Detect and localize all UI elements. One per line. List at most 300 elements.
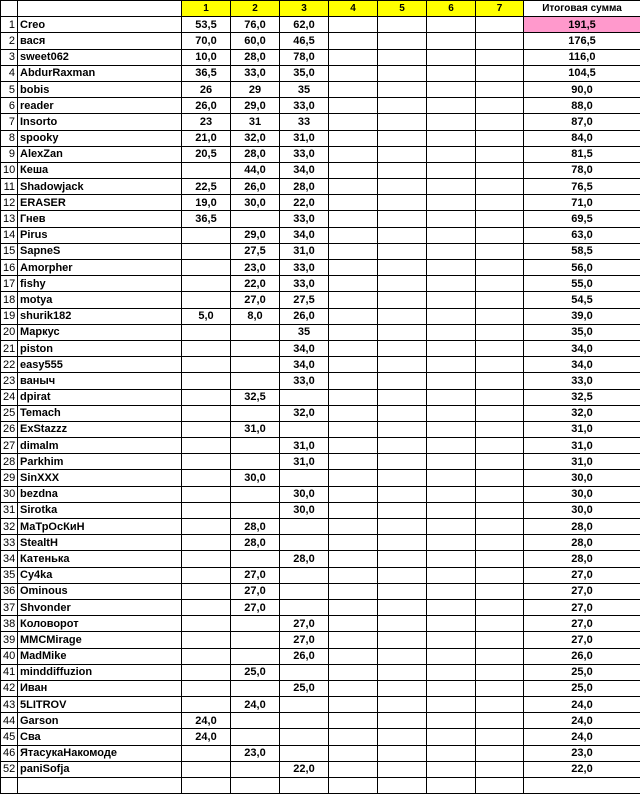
row-index[interactable]: 22 [1,357,18,373]
score-round-1[interactable] [182,697,231,713]
player-name[interactable]: dpirat [18,389,182,405]
score-round-5[interactable] [378,179,427,195]
score-round-6[interactable] [427,519,476,535]
score-round-1[interactable] [182,470,231,486]
score-round-4[interactable] [329,405,378,421]
score-round-7[interactable] [476,486,524,502]
header-col-4[interactable]: 4 [329,1,378,17]
score-round-4[interactable] [329,648,378,664]
score-round-7[interactable] [476,146,524,162]
score-round-6[interactable] [427,276,476,292]
score-round-2[interactable]: 28,0 [231,146,280,162]
score-round-5[interactable] [378,17,427,33]
total-cell[interactable]: 23,0 [524,745,640,761]
score-round-5[interactable] [378,454,427,470]
score-round-5[interactable] [378,276,427,292]
score-round-7[interactable] [476,130,524,146]
score-round-7[interactable] [476,761,524,777]
row-index[interactable]: 1 [1,17,18,33]
score-round-2[interactable]: 27,0 [231,583,280,599]
score-round-1[interactable] [182,162,231,178]
score-round-3[interactable]: 22,0 [280,761,329,777]
total-cell[interactable]: 116,0 [524,49,640,65]
total-cell[interactable]: 39,0 [524,308,640,324]
row-index[interactable]: 17 [1,276,18,292]
player-name[interactable]: sweet062 [18,49,182,65]
score-round-4[interactable] [329,243,378,259]
row-index[interactable]: 6 [1,98,18,114]
score-round-3[interactable]: 34,0 [280,357,329,373]
score-round-6[interactable] [427,745,476,761]
score-round-7[interactable] [476,729,524,745]
score-round-4[interactable] [329,761,378,777]
total-cell[interactable]: 28,0 [524,535,640,551]
score-round-3[interactable] [280,421,329,437]
score-round-7[interactable] [476,648,524,664]
player-name[interactable]: Cy4ka [18,567,182,583]
score-round-7[interactable] [476,292,524,308]
score-round-3[interactable]: 30,0 [280,486,329,502]
score-round-6[interactable] [427,324,476,340]
score-round-2[interactable] [231,648,280,664]
score-round-6[interactable] [427,632,476,648]
score-round-5[interactable] [378,49,427,65]
row-index[interactable]: 30 [1,486,18,502]
score-round-6[interactable] [427,130,476,146]
score-round-1[interactable] [182,519,231,535]
score-round-4[interactable] [329,114,378,130]
total-cell[interactable]: 88,0 [524,98,640,114]
score-round-7[interactable] [476,616,524,632]
score-round-6[interactable] [427,81,476,97]
score-round-1[interactable]: 36,5 [182,211,231,227]
score-round-2[interactable]: 29,0 [231,98,280,114]
score-round-2[interactable] [231,324,280,340]
row-index[interactable]: 4 [1,65,18,81]
player-name[interactable]: МаТрОсКиН [18,519,182,535]
score-round-7[interactable] [476,551,524,567]
score-round-7[interactable] [476,243,524,259]
score-round-4[interactable] [329,680,378,696]
score-round-5[interactable] [378,486,427,502]
score-round-1[interactable] [182,535,231,551]
header-col-6[interactable]: 6 [427,1,476,17]
score-round-3[interactable]: 28,0 [280,551,329,567]
player-name[interactable]: ваныч [18,373,182,389]
score-round-7[interactable] [476,162,524,178]
score-round-1[interactable]: 5,0 [182,308,231,324]
player-name[interactable]: Иван [18,680,182,696]
player-name[interactable]: 5LITROV [18,697,182,713]
total-cell[interactable]: 26,0 [524,648,640,664]
total-cell[interactable]: 176,5 [524,33,640,49]
score-round-4[interactable] [329,778,378,794]
score-round-6[interactable] [427,373,476,389]
score-round-4[interactable] [329,470,378,486]
score-round-1[interactable] [182,664,231,680]
total-cell[interactable]: 34,0 [524,357,640,373]
row-index[interactable]: 34 [1,551,18,567]
score-round-4[interactable] [329,211,378,227]
total-cell[interactable]: 63,0 [524,227,640,243]
score-round-3[interactable]: 26,0 [280,648,329,664]
score-round-6[interactable] [427,162,476,178]
score-round-1[interactable]: 20,5 [182,146,231,162]
score-round-1[interactable] [182,680,231,696]
score-round-2[interactable]: 26,0 [231,179,280,195]
score-round-2[interactable]: 30,0 [231,470,280,486]
total-cell[interactable]: 71,0 [524,195,640,211]
score-round-5[interactable] [378,357,427,373]
total-cell[interactable]: 30,0 [524,470,640,486]
score-round-2[interactable]: 32,0 [231,130,280,146]
score-round-2[interactable]: 30,0 [231,195,280,211]
score-round-7[interactable] [476,535,524,551]
score-round-6[interactable] [427,421,476,437]
score-round-4[interactable] [329,519,378,535]
score-round-5[interactable] [378,33,427,49]
total-cell[interactable]: 22,0 [524,761,640,777]
total-cell[interactable]: 25,0 [524,680,640,696]
score-round-7[interactable] [476,211,524,227]
score-round-4[interactable] [329,421,378,437]
score-round-4[interactable] [329,567,378,583]
score-round-2[interactable] [231,438,280,454]
score-round-5[interactable] [378,632,427,648]
score-round-3[interactable] [280,697,329,713]
score-round-4[interactable] [329,535,378,551]
score-round-3[interactable] [280,470,329,486]
score-round-2[interactable]: 23,0 [231,260,280,276]
total-cell[interactable]: 56,0 [524,260,640,276]
score-round-5[interactable] [378,697,427,713]
player-name[interactable]: bezdna [18,486,182,502]
player-name[interactable]: Pirus [18,227,182,243]
score-round-2[interactable]: 60,0 [231,33,280,49]
score-round-7[interactable] [476,17,524,33]
score-round-1[interactable]: 10,0 [182,49,231,65]
row-index[interactable]: 8 [1,130,18,146]
score-round-5[interactable] [378,502,427,518]
score-round-1[interactable]: 36,5 [182,65,231,81]
score-round-4[interactable] [329,373,378,389]
score-round-1[interactable] [182,648,231,664]
score-round-5[interactable] [378,470,427,486]
score-round-1[interactable] [182,599,231,615]
score-round-6[interactable] [427,697,476,713]
score-round-5[interactable] [378,130,427,146]
player-name[interactable]: Shvonder [18,599,182,615]
row-index[interactable]: 2 [1,33,18,49]
score-round-4[interactable] [329,340,378,356]
score-round-1[interactable]: 70,0 [182,33,231,49]
score-round-7[interactable] [476,438,524,454]
score-round-3[interactable]: 35 [280,324,329,340]
score-round-4[interactable] [329,292,378,308]
row-index[interactable]: 41 [1,664,18,680]
score-round-5[interactable] [378,778,427,794]
score-round-3[interactable]: 33,0 [280,260,329,276]
score-round-5[interactable] [378,146,427,162]
score-round-4[interactable] [329,260,378,276]
score-round-4[interactable] [329,65,378,81]
score-round-2[interactable] [231,632,280,648]
score-round-6[interactable] [427,486,476,502]
total-cell[interactable]: 25,0 [524,664,640,680]
score-round-4[interactable] [329,713,378,729]
total-cell[interactable]: 27,0 [524,616,640,632]
score-round-1[interactable] [182,438,231,454]
score-round-2[interactable]: 22,0 [231,276,280,292]
score-round-7[interactable] [476,65,524,81]
score-round-2[interactable] [231,340,280,356]
score-round-3[interactable]: 32,0 [280,405,329,421]
score-round-3[interactable]: 25,0 [280,680,329,696]
row-index[interactable]: 23 [1,373,18,389]
row-index[interactable]: 5 [1,81,18,97]
score-round-2[interactable] [231,680,280,696]
score-round-2[interactable]: 33,0 [231,65,280,81]
score-round-5[interactable] [378,761,427,777]
score-round-4[interactable] [329,551,378,567]
score-round-2[interactable] [231,551,280,567]
score-round-7[interactable] [476,114,524,130]
total-cell[interactable]: 76,5 [524,179,640,195]
score-round-5[interactable] [378,227,427,243]
player-name[interactable]: SapneS [18,243,182,259]
total-cell[interactable]: 30,0 [524,486,640,502]
score-round-4[interactable] [329,324,378,340]
score-round-2[interactable]: 32,5 [231,389,280,405]
score-round-1[interactable] [182,357,231,373]
score-round-3[interactable]: 34,0 [280,227,329,243]
score-round-2[interactable]: 29 [231,81,280,97]
score-round-6[interactable] [427,470,476,486]
score-round-5[interactable] [378,389,427,405]
player-name[interactable]: motya [18,292,182,308]
row-index[interactable]: 21 [1,340,18,356]
score-round-5[interactable] [378,373,427,389]
player-name[interactable]: ЯтасукаНакомоде [18,745,182,761]
score-round-3[interactable] [280,389,329,405]
header-col-5[interactable]: 5 [378,1,427,17]
score-round-2[interactable] [231,211,280,227]
score-round-3[interactable]: 33 [280,114,329,130]
total-cell[interactable]: 28,0 [524,519,640,535]
total-cell[interactable]: 27,0 [524,567,640,583]
score-round-4[interactable] [329,438,378,454]
score-round-1[interactable] [182,373,231,389]
player-name[interactable]: fishy [18,276,182,292]
total-cell[interactable]: 31,0 [524,438,640,454]
score-round-7[interactable] [476,373,524,389]
score-round-7[interactable] [476,599,524,615]
player-name[interactable]: Ominous [18,583,182,599]
player-name[interactable]: вася [18,33,182,49]
score-round-4[interactable] [329,486,378,502]
player-name[interactable]: paniSofja [18,761,182,777]
total-cell[interactable]: 24,0 [524,713,640,729]
score-round-6[interactable] [427,114,476,130]
player-name[interactable]: AbdurRaxman [18,65,182,81]
score-round-7[interactable] [476,778,524,794]
score-round-4[interactable] [329,599,378,615]
score-round-4[interactable] [329,454,378,470]
score-round-3[interactable]: 26,0 [280,308,329,324]
score-round-2[interactable]: 25,0 [231,664,280,680]
score-round-4[interactable] [329,17,378,33]
score-round-6[interactable] [427,179,476,195]
player-name[interactable]: Insorto [18,114,182,130]
score-round-7[interactable] [476,745,524,761]
row-index[interactable]: 52 [1,761,18,777]
score-round-2[interactable]: 28,0 [231,519,280,535]
score-round-5[interactable] [378,324,427,340]
score-round-2[interactable] [231,357,280,373]
score-round-4[interactable] [329,146,378,162]
score-round-6[interactable] [427,146,476,162]
player-name[interactable]: Temach [18,405,182,421]
total-cell[interactable]: 69,5 [524,211,640,227]
score-round-1[interactable] [182,405,231,421]
score-round-7[interactable] [476,389,524,405]
header-col-2[interactable]: 2 [231,1,280,17]
player-name[interactable]: Гнев [18,211,182,227]
score-round-5[interactable] [378,65,427,81]
score-round-6[interactable] [427,211,476,227]
score-round-2[interactable]: 27,0 [231,292,280,308]
score-round-7[interactable] [476,357,524,373]
row-index[interactable]: 15 [1,243,18,259]
score-round-2[interactable] [231,502,280,518]
total-cell[interactable]: 32,5 [524,389,640,405]
score-round-1[interactable] [182,227,231,243]
score-round-3[interactable]: 35,0 [280,65,329,81]
score-round-1[interactable]: 19,0 [182,195,231,211]
row-index[interactable]: 38 [1,616,18,632]
row-index[interactable]: 39 [1,632,18,648]
score-round-2[interactable]: 23,0 [231,745,280,761]
score-round-2[interactable] [231,616,280,632]
row-index[interactable] [1,778,18,794]
score-round-1[interactable] [182,454,231,470]
score-round-2[interactable]: 24,0 [231,697,280,713]
score-round-7[interactable] [476,664,524,680]
player-name[interactable]: reader [18,98,182,114]
score-round-5[interactable] [378,567,427,583]
score-round-4[interactable] [329,162,378,178]
score-round-2[interactable]: 28,0 [231,49,280,65]
row-index[interactable]: 33 [1,535,18,551]
score-round-4[interactable] [329,616,378,632]
score-round-6[interactable] [427,680,476,696]
score-round-1[interactable] [182,324,231,340]
score-round-4[interactable] [329,227,378,243]
total-cell[interactable]: 33,0 [524,373,640,389]
total-cell[interactable]: 27,0 [524,583,640,599]
score-round-3[interactable]: 27,5 [280,292,329,308]
score-round-7[interactable] [476,421,524,437]
score-round-3[interactable]: 31,0 [280,243,329,259]
row-index[interactable]: 42 [1,680,18,696]
score-round-1[interactable]: 24,0 [182,729,231,745]
score-round-7[interactable] [476,405,524,421]
player-name[interactable]: Garson [18,713,182,729]
score-round-6[interactable] [427,17,476,33]
player-name[interactable]: minddiffuzion [18,664,182,680]
score-round-5[interactable] [378,195,427,211]
score-round-7[interactable] [476,227,524,243]
row-index[interactable]: 19 [1,308,18,324]
score-round-4[interactable] [329,697,378,713]
player-name[interactable]: Shadowjack [18,179,182,195]
player-name[interactable]: Sirotka [18,502,182,518]
score-round-2[interactable]: 27,5 [231,243,280,259]
score-round-1[interactable]: 21,0 [182,130,231,146]
header-col-7[interactable]: 7 [476,1,524,17]
score-round-5[interactable] [378,81,427,97]
player-name[interactable]: Маркус [18,324,182,340]
score-round-3[interactable]: 35 [280,81,329,97]
total-cell[interactable]: 90,0 [524,81,640,97]
score-round-5[interactable] [378,648,427,664]
row-index[interactable]: 20 [1,324,18,340]
total-cell[interactable]: 104,5 [524,65,640,81]
player-name[interactable]: ERASER [18,195,182,211]
score-round-7[interactable] [476,195,524,211]
score-round-6[interactable] [427,98,476,114]
row-index[interactable]: 32 [1,519,18,535]
total-cell[interactable]: 78,0 [524,162,640,178]
score-round-1[interactable] [182,421,231,437]
total-cell[interactable]: 35,0 [524,324,640,340]
row-index[interactable]: 7 [1,114,18,130]
score-round-1[interactable]: 22,5 [182,179,231,195]
score-round-2[interactable]: 8,0 [231,308,280,324]
score-round-5[interactable] [378,745,427,761]
player-name[interactable]: Коловорот [18,616,182,632]
total-cell[interactable]: 32,0 [524,405,640,421]
score-round-7[interactable] [476,340,524,356]
score-round-6[interactable] [427,340,476,356]
score-round-6[interactable] [427,583,476,599]
score-round-6[interactable] [427,761,476,777]
score-round-6[interactable] [427,243,476,259]
score-round-6[interactable] [427,195,476,211]
row-index[interactable]: 46 [1,745,18,761]
player-name[interactable]: Parkhim [18,454,182,470]
score-round-5[interactable] [378,551,427,567]
score-round-1[interactable]: 53,5 [182,17,231,33]
player-name[interactable]: piston [18,340,182,356]
score-round-2[interactable]: 29,0 [231,227,280,243]
score-round-3[interactable]: 46,5 [280,33,329,49]
score-round-3[interactable]: 30,0 [280,502,329,518]
score-round-3[interactable]: 28,0 [280,179,329,195]
score-round-7[interactable] [476,276,524,292]
score-round-6[interactable] [427,729,476,745]
score-round-5[interactable] [378,519,427,535]
score-round-5[interactable] [378,98,427,114]
score-round-3[interactable]: 62,0 [280,17,329,33]
score-round-3[interactable]: 33,0 [280,146,329,162]
score-round-5[interactable] [378,405,427,421]
total-cell[interactable]: 191,5 [524,17,640,33]
score-round-7[interactable] [476,98,524,114]
row-index[interactable]: 44 [1,713,18,729]
score-round-1[interactable] [182,616,231,632]
score-round-6[interactable] [427,389,476,405]
